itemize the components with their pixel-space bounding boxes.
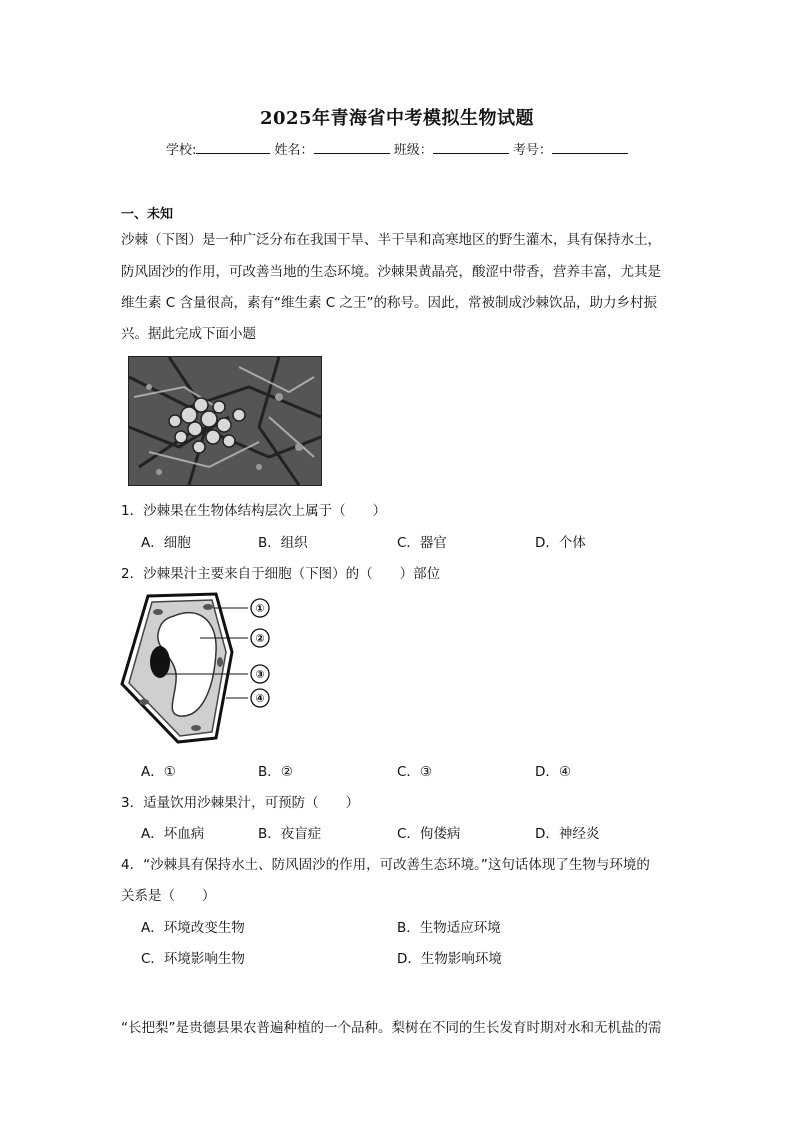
- question-3-stem: 3．适量饮用沙棘果汁，可预防（ ）: [121, 795, 360, 811]
- q4-option-b[interactable]: B．生物适应环境: [397, 920, 501, 936]
- q4-option-c[interactable]: C．环境影响生物: [141, 951, 245, 967]
- q4-option-d[interactable]: D．生物影响环境: [397, 951, 502, 967]
- section-heading: 一、未知: [121, 207, 174, 222]
- passage1-line2: 防风固沙的作用，可改善当地的生态环境。沙棘果黄晶亮，酸涩中带香，营养丰富，尤其是: [121, 264, 661, 280]
- school-label: 学校:: [166, 143, 197, 158]
- q4-option-a[interactable]: A．环境改变生物: [141, 920, 245, 936]
- student-info-line: [166, 139, 646, 158]
- q1-option-a[interactable]: A．细胞: [141, 535, 191, 551]
- plant-cell-diagram: [116, 592, 286, 744]
- q2-option-d[interactable]: D．④: [535, 764, 571, 780]
- question-1-stem: 1．沙棘果在生物体结构层次上属于（ ）: [121, 503, 387, 519]
- cell-label-2: ②: [255, 632, 265, 645]
- q3-option-c[interactable]: C．佝偻病: [397, 826, 461, 842]
- plant-cell-graphic: [116, 592, 286, 744]
- class-blank[interactable]: [433, 141, 509, 154]
- q3-option-b[interactable]: B．夜盲症: [258, 826, 322, 842]
- question-4-stem-line2: 关系是（ ）: [121, 888, 216, 904]
- school-blank[interactable]: [196, 141, 270, 154]
- name-label: 姓名：: [274, 143, 314, 158]
- q2-option-a[interactable]: A．①: [141, 764, 176, 780]
- q3-option-d[interactable]: D．神经炎: [535, 826, 600, 842]
- nucleus-shape: [150, 646, 170, 678]
- sea-buckthorn-photo-graphic: [129, 357, 321, 485]
- passage1-line3: 维生素 C 含量很高，素有“维生素 C 之王”的称号。因此，常被制成沙棘饮品，助力乡村振: [121, 295, 658, 311]
- q1-option-b[interactable]: B．组织: [258, 535, 308, 551]
- passage1-line4: 兴。据此完成下面小题: [121, 326, 256, 342]
- exam-no-blank[interactable]: [552, 141, 628, 154]
- q3-option-a[interactable]: A．坏血病: [141, 826, 205, 842]
- q1-option-d[interactable]: D．个体: [535, 535, 586, 551]
- passage2-line1: “长把梨”是贵德县果农普遍种植的一个品种。梨树在不同的生长发育时期对水和无机盐的需: [121, 1020, 662, 1036]
- class-label: 班级：: [393, 143, 433, 158]
- q1-option-c[interactable]: C．器官: [397, 535, 447, 551]
- cell-label-4: ④: [255, 692, 265, 705]
- passage1-line1: 沙棘（下图）是一种广泛分布在我国干旱、半干旱和高寒地区的野生灌木，具有保持水土，: [121, 232, 661, 248]
- sea-buckthorn-photo: [128, 356, 322, 486]
- question-4-stem-line1: 4．“沙棘具有保持水土、防风固沙的作用，可改善生态环境。”这句话体现了生物与环境的: [121, 857, 650, 873]
- cell-label-3: ③: [255, 668, 265, 681]
- q2-option-c[interactable]: C．③: [397, 764, 433, 780]
- q2-option-b[interactable]: B．②: [258, 764, 293, 780]
- cell-label-1: ①: [255, 602, 265, 615]
- name-blank[interactable]: [314, 141, 390, 154]
- exam-no-label: 考号：: [512, 143, 552, 158]
- page-title: 2025年青海省中考模拟生物试题: [259, 108, 535, 129]
- question-2-stem: 2．沙棘果汁主要来自于细胞（下图）的（ ）部位: [121, 566, 441, 582]
